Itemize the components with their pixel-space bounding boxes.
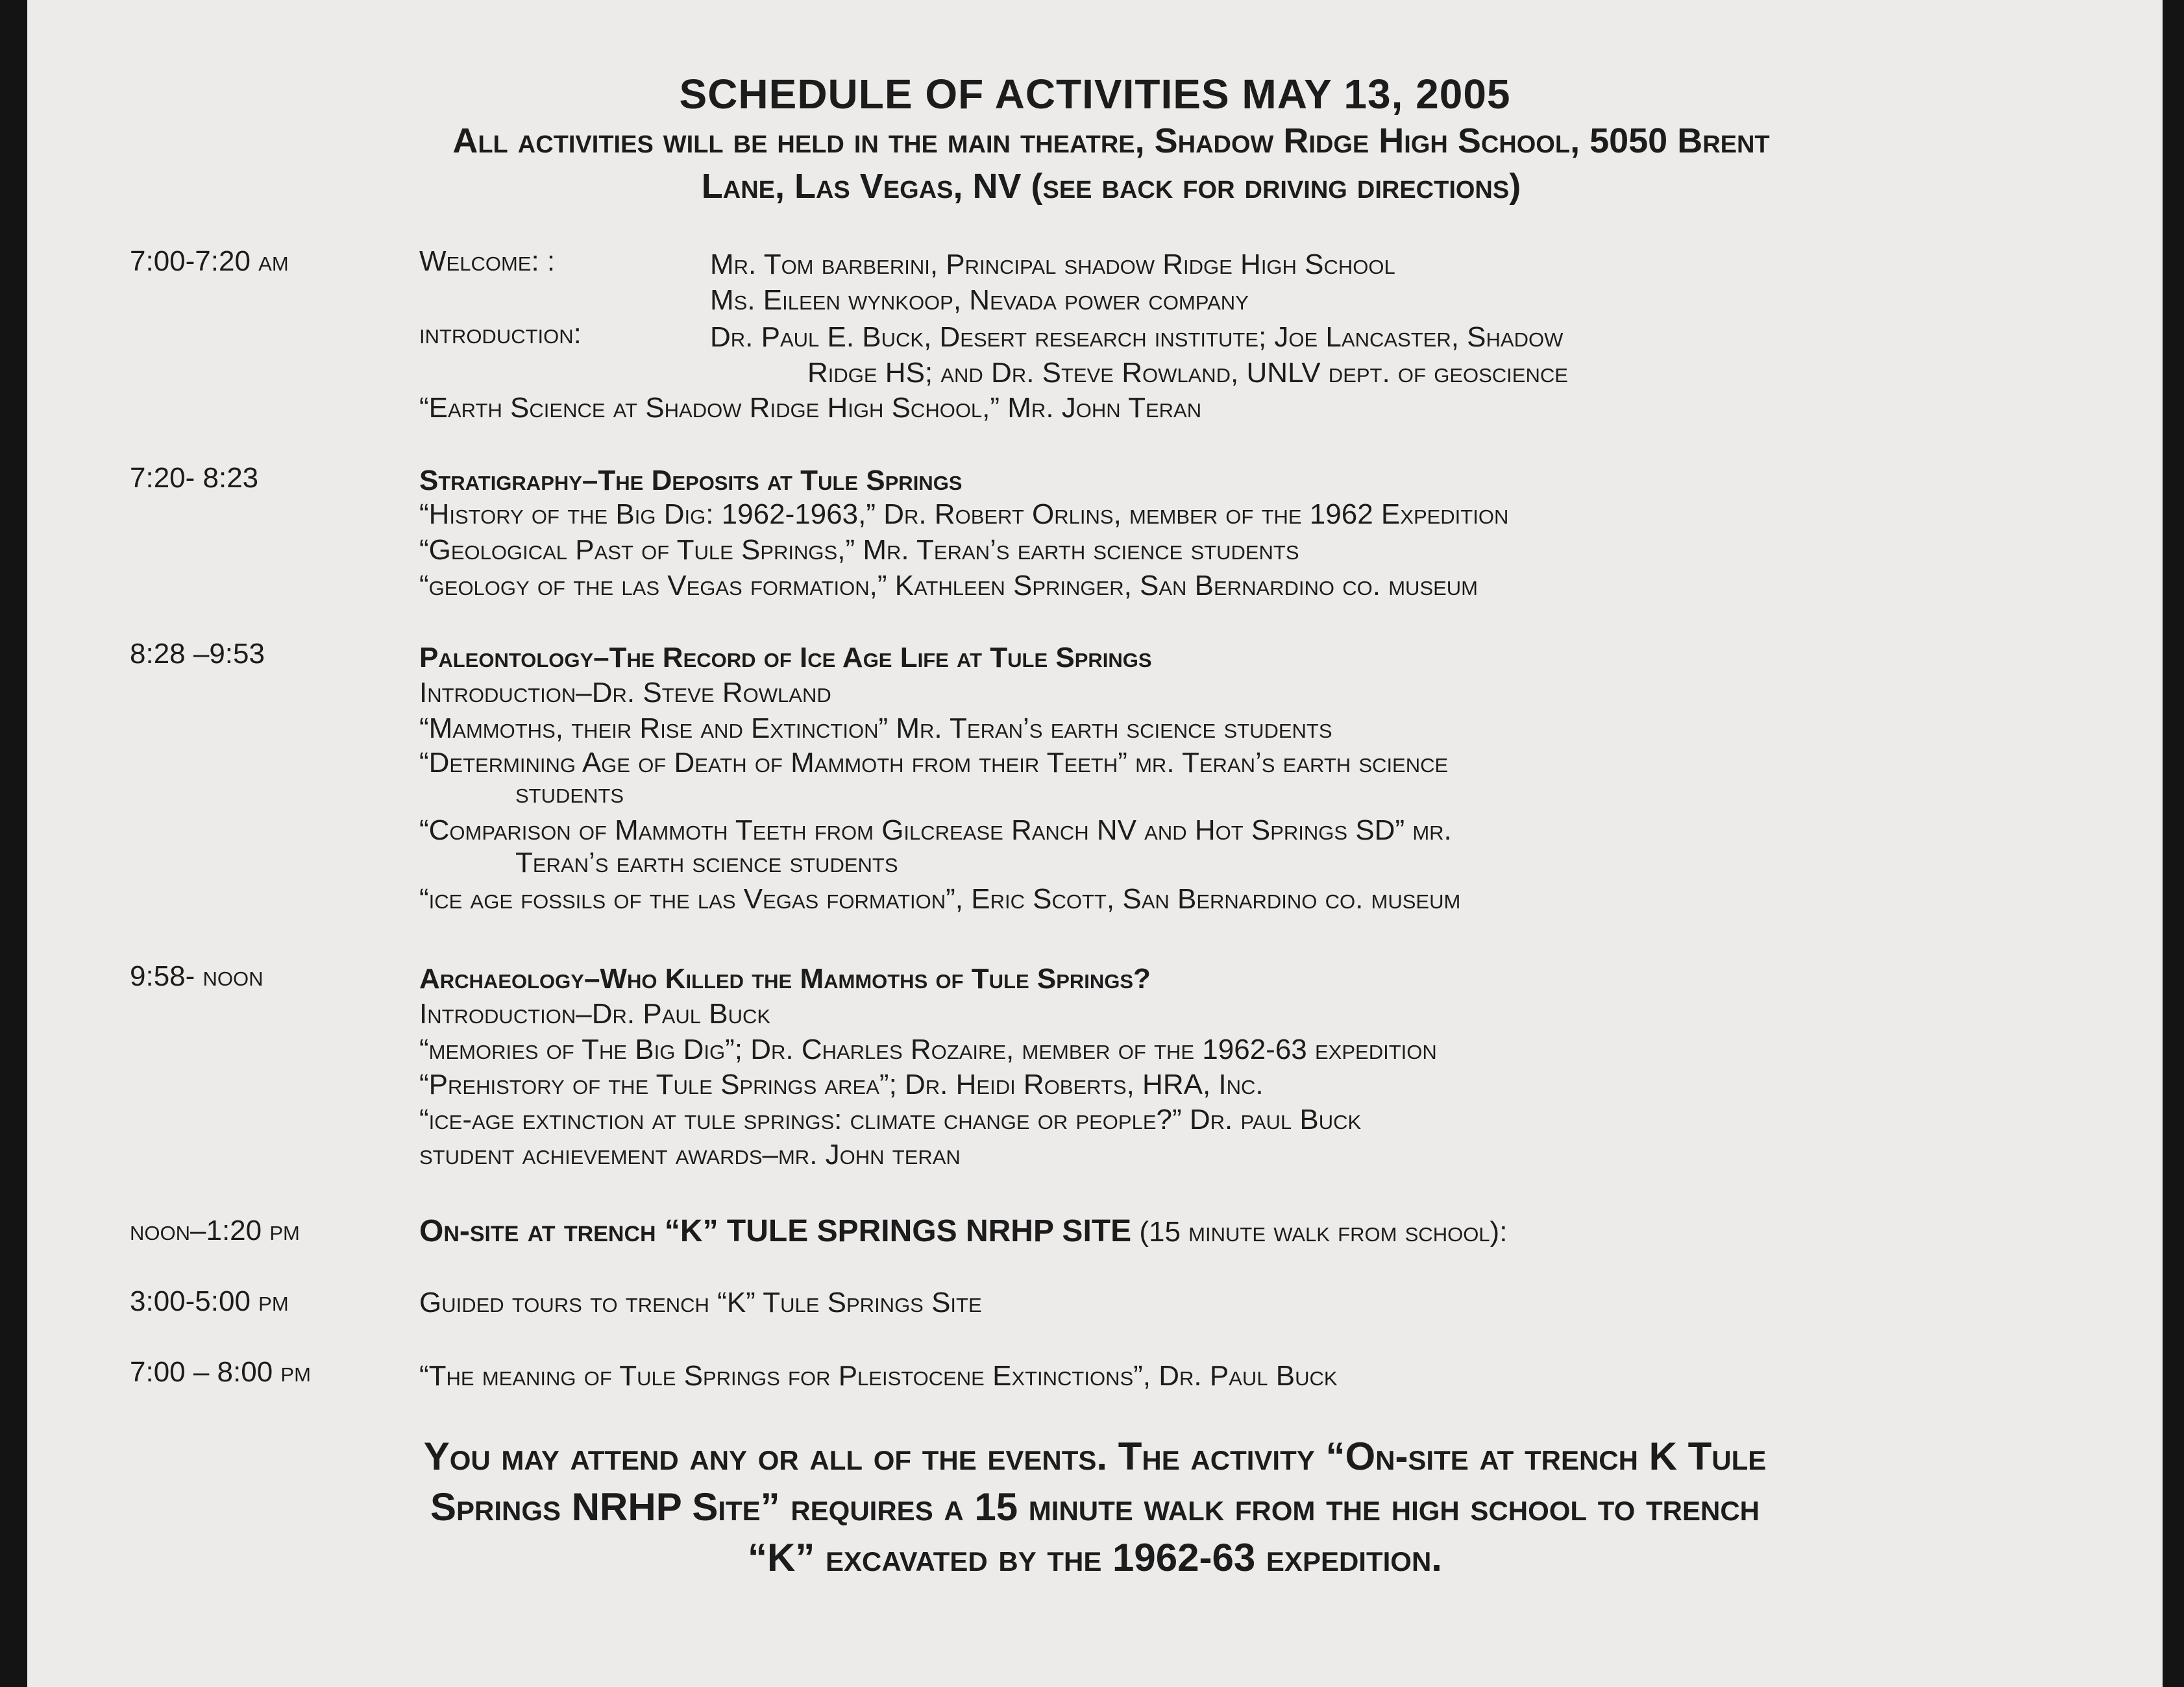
talk-line: “Mammoths, their Rise and Extinction” Mr. Teran’s earth science students — [419, 712, 1332, 744]
welcome-label: Welcome: : — [419, 245, 556, 277]
talk-line: “The meaning of Tule Springs for Pleistocene Extinctions”, Dr. Paul Buck — [419, 1360, 1338, 1392]
document-title: SCHEDULE OF ACTIVITIES MAY 13, 2005 — [679, 71, 1511, 117]
time-slot: 8:28 –9:53 — [130, 638, 265, 670]
closing-note — [105, 1431, 2085, 1583]
talk-line: Introduction–Dr. Paul Buck — [419, 998, 771, 1030]
talk-line: “Prehistory of the Tule Springs area”; Dr. Heidi Roberts, HRA, Inc. — [419, 1069, 1264, 1100]
time-slot: 3:00-5:00 pm — [130, 1285, 289, 1317]
talk-line: student achievement awards–mr. John teran — [419, 1139, 961, 1171]
subtitle-line: All activities will be held in the main theatre, Shadow Ridge High School, 5050 Brent — [452, 121, 1770, 160]
introduction-line: Ridge HS; and Dr. Steve Rowland, UNLV dept. of geoscience — [807, 357, 1568, 389]
talk-line: “memories of The Big Dig”; Dr. Charles Rozaire, member of the 1962-63 expedition — [419, 1034, 1437, 1065]
talk-line: Introduction–Dr. Steve Rowland — [419, 677, 831, 709]
document-page — [27, 0, 2163, 1687]
document-subtitle — [157, 118, 2065, 209]
talk-line: Teran’s earth science students — [515, 847, 898, 879]
introduction-label: introduction: — [419, 318, 582, 350]
subtitle-line: Lane, Las Vegas, NV (see back for driving directions) — [701, 167, 1521, 206]
time-slot: 9:58- noon — [130, 960, 264, 992]
talk-line: “ice-age extinction at tule springs: climate change or people?” Dr. paul Buck — [419, 1104, 1362, 1135]
section-heading: Archaeology–Who Killed the Mammoths of Tule Springs? — [419, 963, 1151, 995]
onsite-heading: On-site at trench “K” TULE SPRINGS NRHP SITE — [419, 1214, 1132, 1248]
onsite-note: (15 minute walk from school): — [1131, 1216, 1508, 1248]
talk-line: “Geological Past of Tule Springs,” Mr. Teran’s earth science students — [419, 534, 1299, 566]
welcome-line: Ms. Eileen wynkoop, Nevada power company — [710, 284, 1249, 316]
talk-line: “Determining Age of Death of Mammoth from their Teeth” mr. Teran’s earth science — [419, 747, 1449, 779]
section-heading: Stratigraphy–The Deposits at Tule Springs — [419, 465, 963, 496]
talk-line: “ice age fossils of the las Vegas formation”, Eric Scott, San Bernardino co. museum — [419, 883, 1461, 915]
talk-line: “Earth Science at Shadow Ridge High School,” Mr. John Teran — [419, 392, 1202, 424]
section-heading: Paleontology–The Record of Ice Age Life at Tule Springs — [419, 642, 1152, 674]
time-slot: 7:20- 8:23 — [130, 462, 259, 494]
closing-line: Springs NRHP Site” requires a 15 minute walk from the high school to trench — [430, 1485, 1760, 1529]
talk-line: “geology of the las Vegas formation,” Kathleen Springer, San Bernardino co. museum — [419, 570, 1478, 601]
talk-line: “Comparison of Mammoth Teeth from Gilcrease Ranch NV and Hot Springs SD” mr. — [419, 814, 1452, 846]
tour-line: Guided tours to trench “K” Tule Springs Site — [419, 1287, 982, 1318]
introduction-line: Dr. Paul E. Buck, Desert research institute; Joe Lancaster, Shadow — [710, 321, 1564, 353]
onsite-line — [419, 1213, 1507, 1249]
closing-line: You may attend any or all of the events. The activity “On-site at trench K Tule — [423, 1435, 1767, 1478]
closing-line: “K” excavated by the 1962-63 expedition. — [748, 1536, 1442, 1579]
time-slot: 7:00-7:20 am — [130, 245, 289, 277]
talk-line: “History of the Big Dig: 1962-1963,” Dr. Robert Orlins, member of the 1962 Expedition — [419, 498, 1509, 530]
talk-line: students — [515, 777, 624, 809]
time-slot: noon–1:20 pm — [130, 1215, 300, 1246]
time-slot: 7:00 – 8:00 pm — [130, 1356, 311, 1388]
welcome-line: Mr. Tom barberini, Principal shadow Ridge High School — [710, 249, 1395, 280]
